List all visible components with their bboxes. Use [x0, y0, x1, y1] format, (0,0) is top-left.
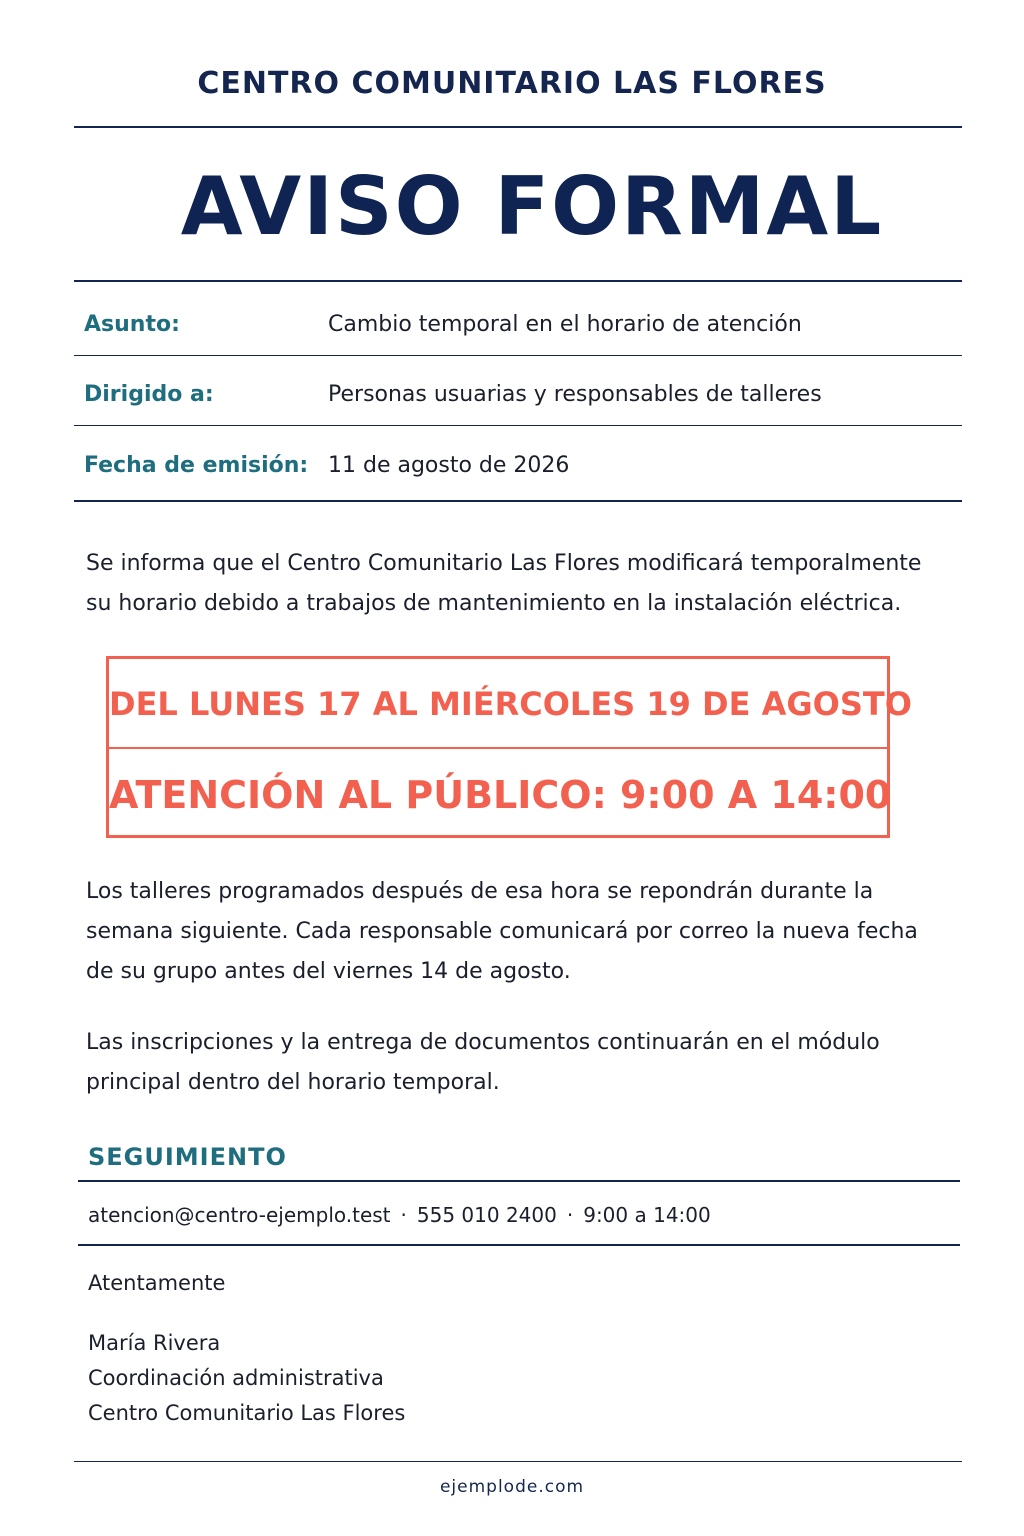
- meta-bottom-divider: [74, 500, 962, 502]
- meta-divider: [74, 355, 962, 356]
- schedule-alert-box: [106, 656, 912, 838]
- header-divider: [74, 126, 962, 128]
- signature-organization: Centro Comunitario Las Flores: [88, 1401, 406, 1425]
- intro-line: Se informa que el Centro Comunitario Las Flores modificará temporalmente: [86, 551, 922, 576]
- paragraph-line: Los talleres programados después de esa hora se repondrán durante la: [86, 879, 874, 904]
- signature-position: Coordinación administrativa: [88, 1366, 384, 1390]
- meta-row-date: [84, 453, 954, 483]
- followup-divider: [78, 1180, 960, 1182]
- paragraph-line: Las inscripciones y la entrega de documentos continuarán en el módulo: [86, 1030, 880, 1055]
- contact-email[interactable]: atencion@centro-ejemplo.test: [88, 1203, 391, 1227]
- meta-label-date: Fecha de emisión:: [84, 453, 309, 478]
- separator: ·: [400, 1203, 407, 1227]
- footer-divider: [74, 1461, 962, 1462]
- alert-divider: [109, 747, 887, 749]
- notice-title: AVISO FORMAL: [180, 160, 884, 253]
- paragraph-line: semana siguiente. Cada responsable comunicará por correo la nueva fecha: [86, 919, 918, 944]
- meta-value-audience: Personas usuarias y responsables de talleres: [328, 382, 822, 407]
- paragraph-line: principal dentro del horario temporal.: [86, 1070, 500, 1095]
- followup-title: SEGUIMIENTO: [88, 1143, 287, 1171]
- meta-divider: [74, 425, 962, 426]
- separator: ·: [566, 1203, 574, 1227]
- paragraph-line: de su grupo antes del viernes 14 de agosto.: [86, 959, 571, 984]
- contact-phone[interactable]: 555 010 2400: [416, 1203, 557, 1227]
- meta-row-subject: [84, 312, 954, 342]
- meta-label-subject: Asunto:: [84, 312, 180, 337]
- contact-divider: [78, 1244, 960, 1246]
- contact-hours: 9:00 a 14:00: [583, 1203, 711, 1227]
- meta-label-audience: Dirigido a:: [84, 382, 214, 407]
- footer-website[interactable]: ejemplode.com: [439, 1477, 585, 1497]
- title-divider: [74, 280, 962, 282]
- alert-dates: DEL LUNES 17 AL MIÉRCOLES 19 DE AGOSTO: [109, 685, 912, 723]
- closing-salutation: Atentamente: [88, 1271, 226, 1295]
- signature-name: María Rivera: [88, 1331, 221, 1355]
- intro-paragraph: [86, 544, 936, 624]
- organization-name: CENTRO COMUNITARIO LAS FLORES: [197, 66, 827, 101]
- alert-hours: ATENCIÓN AL PÚBLICO: 9:00 A 14:00: [109, 773, 892, 817]
- meta-value-date: 11 de agosto de 2026: [328, 453, 570, 478]
- registrations-paragraph: [86, 1023, 936, 1103]
- signature-block: [88, 1326, 405, 1431]
- meta-row-audience: [84, 382, 954, 412]
- workshops-paragraph: [86, 872, 936, 992]
- contact-line: [88, 1203, 711, 1227]
- meta-value-subject: Cambio temporal en el horario de atención: [328, 312, 802, 337]
- intro-line: su horario debido a trabajos de mantenimiento en la instalación eléctrica.: [86, 591, 902, 616]
